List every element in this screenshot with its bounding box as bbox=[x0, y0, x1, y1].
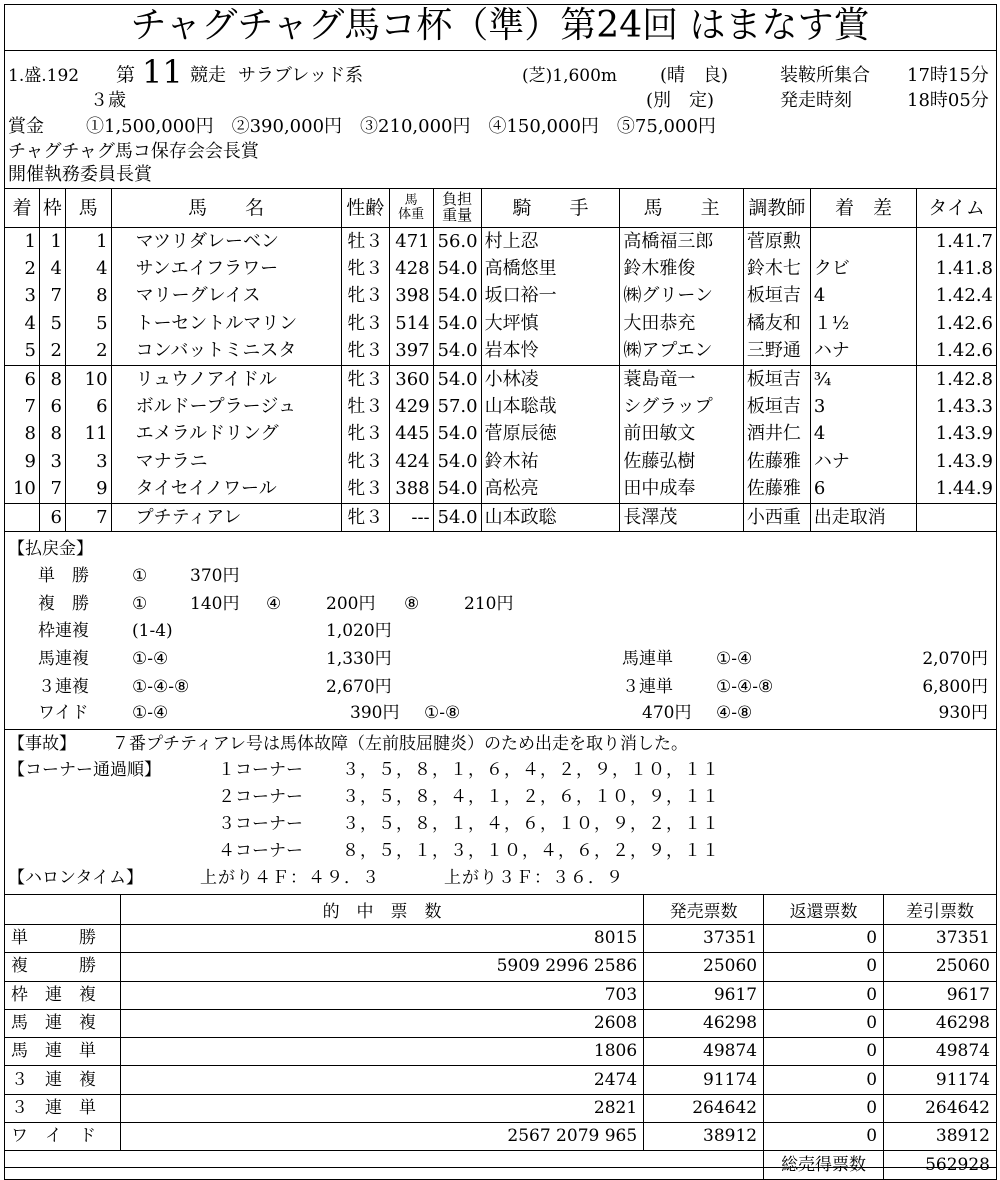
cell-horse-no: 4 bbox=[65, 255, 111, 282]
votes-cell-net: 25060 bbox=[884, 953, 997, 981]
cell-margin: ハナ bbox=[810, 448, 916, 475]
result-row bbox=[5, 310, 997, 337]
result-row bbox=[5, 283, 997, 310]
sanrentan-label: ３連単 bbox=[622, 677, 673, 697]
votes-total-row bbox=[5, 1151, 997, 1179]
furlong-last4: 上がり４Ｆ：４９．３ bbox=[200, 868, 380, 888]
result-row bbox=[5, 448, 997, 475]
cell-sex-age: 牝３ bbox=[341, 421, 389, 448]
cell-body-weight: 397 bbox=[389, 338, 433, 366]
votes-total-value: 562928 bbox=[884, 1151, 997, 1179]
cell-owner: シグラップ bbox=[620, 393, 743, 420]
fukusho-combo-1: ① bbox=[132, 594, 148, 614]
votes-row bbox=[5, 1066, 997, 1094]
header-owner: 馬 主 bbox=[620, 189, 743, 228]
sanrenpuku-combo: ①-④-⑧ bbox=[132, 677, 190, 697]
paddock-time: 17時15分 bbox=[907, 65, 989, 86]
cell-jockey: 鈴木祐 bbox=[481, 448, 620, 475]
votes-cell-refund: 0 bbox=[764, 981, 884, 1009]
cell-margin: 出走取消 bbox=[810, 503, 916, 531]
votes-row bbox=[5, 1094, 997, 1122]
sanrentan-amount: 6,800円 bbox=[922, 677, 988, 697]
race-number: 11 bbox=[142, 53, 183, 91]
cell-trainer: 板垣吉 bbox=[743, 393, 810, 420]
accident-text: ７番プチティアレ号は馬体故障（左前肢屈腱炎）のため出走を取り消した。 bbox=[112, 734, 688, 754]
votes-cell-sold: 49874 bbox=[644, 1038, 764, 1066]
cell-sex-age: 牡３ bbox=[341, 393, 389, 420]
votes-cell-bet-type: 複 勝 bbox=[5, 953, 121, 981]
votes-cell-net: 46298 bbox=[884, 1009, 997, 1037]
cell-horse-name: マナラニ bbox=[111, 448, 341, 475]
cell-carried-weight: 54.0 bbox=[433, 310, 481, 337]
cell-frame: 5 bbox=[39, 310, 65, 337]
cell-owner: 高橋福三郎 bbox=[620, 228, 743, 256]
breed: サラブレッド系 bbox=[238, 65, 364, 86]
wide-amount-2: 470円 bbox=[642, 703, 692, 723]
header-carried-weight: 負担 重量 bbox=[433, 189, 481, 228]
votes-cell-sold: 46298 bbox=[644, 1009, 764, 1037]
cell-sex-age: 牝３ bbox=[341, 338, 389, 366]
cell-horse-no: 11 bbox=[65, 421, 111, 448]
tansho-label: 単 勝 bbox=[38, 566, 89, 586]
votes-header-net: 差引票数 bbox=[884, 895, 997, 925]
fukusho-amount-2: 200円 bbox=[326, 594, 376, 614]
cell-frame: 2 bbox=[39, 338, 65, 366]
header-body-weight: 馬 体重 bbox=[389, 189, 433, 228]
header-trainer: 調教師 bbox=[743, 189, 810, 228]
votes-row bbox=[5, 981, 997, 1009]
cell-horse-name: エメラルドリング bbox=[111, 421, 341, 448]
votes-cell-hit-count: 2821 bbox=[120, 1094, 643, 1122]
umatan-combo: ①-④ bbox=[716, 649, 753, 669]
post-label: 発走時刻 bbox=[780, 90, 852, 111]
cell-jockey: 高松亮 bbox=[481, 476, 620, 504]
weight-rule: (別 定) bbox=[646, 90, 715, 111]
cell-trainer: 鈴木七 bbox=[743, 255, 810, 282]
cell-frame: 8 bbox=[39, 421, 65, 448]
votes-header bbox=[5, 895, 997, 925]
award-1: チャグチャグ馬コ保存会会長賞 bbox=[8, 141, 259, 162]
cell-time bbox=[917, 503, 997, 531]
cell-frame: 3 bbox=[39, 448, 65, 475]
sanrentan-combo: ①-④-⑧ bbox=[716, 677, 774, 697]
fukusho-combo-3: ⑧ bbox=[404, 594, 420, 614]
cell-rank: 10 bbox=[5, 476, 40, 504]
fukusho-amount-1: 140円 bbox=[190, 594, 240, 614]
cell-horse-name: リュウノアイドル bbox=[111, 365, 341, 393]
cell-carried-weight: 54.0 bbox=[433, 255, 481, 282]
header-margin: 着 差 bbox=[810, 189, 916, 228]
umatan-label: 馬連単 bbox=[622, 649, 673, 669]
cell-horse-name: サンエイフラワー bbox=[111, 255, 341, 282]
votes-row bbox=[5, 1123, 997, 1151]
cell-rank: 8 bbox=[5, 421, 40, 448]
cell-margin: 4 bbox=[810, 283, 916, 310]
cell-horse-no: 7 bbox=[65, 503, 111, 531]
cell-time: 1.42.6 bbox=[917, 310, 997, 337]
votes-cell-hit-count: 2567 2079 965 bbox=[120, 1123, 643, 1151]
cell-jockey: 大坪慎 bbox=[481, 310, 620, 337]
cell-body-weight: 471 bbox=[389, 228, 433, 256]
wide-combo-3: ④-⑧ bbox=[716, 703, 753, 723]
cell-carried-weight: 54.0 bbox=[433, 421, 481, 448]
votes-cell-sold: 264642 bbox=[644, 1094, 764, 1122]
meeting-code: 1.盛.192 bbox=[8, 66, 80, 86]
cell-frame: 6 bbox=[39, 393, 65, 420]
cell-jockey: 高橋悠里 bbox=[481, 255, 620, 282]
cell-rank bbox=[5, 503, 40, 531]
results-body bbox=[5, 228, 997, 532]
votes-cell-net: 9617 bbox=[884, 981, 997, 1009]
cell-time: 1.41.7 bbox=[917, 228, 997, 256]
cell-trainer: 板垣吉 bbox=[743, 283, 810, 310]
cell-body-weight: --- bbox=[389, 503, 433, 531]
umatan-amount: 2,070円 bbox=[922, 649, 988, 669]
weather: (晴 良) bbox=[660, 65, 729, 86]
sanrenpuku-label: ３連複 bbox=[38, 677, 89, 697]
votes-cell-net: 91174 bbox=[884, 1066, 997, 1094]
votes-row bbox=[5, 1009, 997, 1037]
wide-combo-2: ①-⑧ bbox=[424, 703, 461, 723]
result-row bbox=[5, 228, 997, 256]
corner-1-name: １コーナー bbox=[218, 760, 303, 780]
cell-owner: 鈴木雅俊 bbox=[620, 255, 743, 282]
cell-horse-no: 10 bbox=[65, 365, 111, 393]
cell-carried-weight: 54.0 bbox=[433, 476, 481, 504]
cell-owner: 前田敏文 bbox=[620, 421, 743, 448]
cell-frame: 7 bbox=[39, 283, 65, 310]
corners-label: 【コーナー通過順】 bbox=[8, 760, 161, 780]
cell-carried-weight: 54.0 bbox=[433, 448, 481, 475]
cell-owner: 大田恭充 bbox=[620, 310, 743, 337]
cell-owner: ㈱グリーン bbox=[620, 283, 743, 310]
cell-jockey: 山本政聡 bbox=[481, 503, 620, 531]
cell-body-weight: 445 bbox=[389, 421, 433, 448]
award-2: 開催執務委員長賞 bbox=[8, 164, 152, 185]
cell-sex-age: 牝３ bbox=[341, 255, 389, 282]
votes-cell-hit-count: 2608 bbox=[120, 1009, 643, 1037]
header-horse-name: 馬 名 bbox=[111, 189, 341, 228]
result-row bbox=[5, 365, 997, 393]
cell-rank: 6 bbox=[5, 365, 40, 393]
cell-margin: ¾ bbox=[810, 365, 916, 393]
cell-owner: 蓑島竜一 bbox=[620, 365, 743, 393]
umaren-combo: ①-④ bbox=[132, 649, 169, 669]
cell-trainer: 板垣吉 bbox=[743, 365, 810, 393]
cell-body-weight: 428 bbox=[389, 255, 433, 282]
cell-time: 1.42.6 bbox=[917, 338, 997, 366]
surface-distance: (芝)1,600m bbox=[522, 66, 618, 86]
wide-label: ワイド bbox=[38, 703, 89, 723]
votes-cell-refund: 0 bbox=[764, 1094, 884, 1122]
cell-trainer: 佐藤雅 bbox=[743, 476, 810, 504]
tansho-amount: 370円 bbox=[190, 566, 240, 586]
fukusho-amount-3: 210円 bbox=[464, 594, 514, 614]
cell-horse-no: 1 bbox=[65, 228, 111, 256]
wide-amount-3: 930円 bbox=[938, 703, 988, 723]
cell-trainer: 三野通 bbox=[743, 338, 810, 366]
votes-header-type bbox=[5, 895, 121, 925]
votes-cell-bet-type: ３ 連 単 bbox=[5, 1094, 121, 1122]
furlong-label: 【ハロンタイム】 bbox=[8, 868, 143, 888]
header-jockey: 騎 手 bbox=[481, 189, 620, 228]
cell-sex-age: 牝３ bbox=[341, 365, 389, 393]
votes-cell-bet-type: 枠 連 複 bbox=[5, 981, 121, 1009]
votes-row bbox=[5, 953, 997, 981]
fukusho-combo-2: ④ bbox=[266, 594, 282, 614]
votes-cell-hit-count: 703 bbox=[120, 981, 643, 1009]
votes-cell-refund: 0 bbox=[764, 925, 884, 953]
cell-horse-no: 6 bbox=[65, 393, 111, 420]
post-time: 18時05分 bbox=[907, 90, 989, 111]
cell-horse-no: 5 bbox=[65, 310, 111, 337]
cell-sex-age: 牝３ bbox=[341, 476, 389, 504]
cell-owner: 長澤茂 bbox=[620, 503, 743, 531]
cell-margin: 6 bbox=[810, 476, 916, 504]
result-row bbox=[5, 476, 997, 504]
votes-cell-net: 37351 bbox=[884, 925, 997, 953]
cell-time: 1.42.4 bbox=[917, 283, 997, 310]
dai-label: 第 bbox=[116, 64, 136, 86]
corner-2-order: ３，５，８，４，１，２，６，１０，９，１１ bbox=[342, 787, 720, 807]
header-horse-no: 馬 bbox=[65, 189, 111, 228]
votes-row bbox=[5, 925, 997, 953]
votes-cell-bet-type: ３ 連 複 bbox=[5, 1066, 121, 1094]
cell-frame: 4 bbox=[39, 255, 65, 282]
wide-amount-1: 390円 bbox=[350, 703, 400, 723]
cell-trainer: 菅原勲 bbox=[743, 228, 810, 256]
cell-trainer: 酒井仁 bbox=[743, 421, 810, 448]
cell-sex-age: 牝３ bbox=[341, 283, 389, 310]
cell-time: 1.43.9 bbox=[917, 448, 997, 475]
page-title: チャグチャグ馬コ杯（準）第24回 はまなす賞 bbox=[130, 5, 870, 46]
votes-cell-hit-count: 8015 bbox=[120, 925, 643, 953]
cell-horse-name: トーセントルマリン bbox=[111, 310, 341, 337]
cell-rank: 3 bbox=[5, 283, 40, 310]
cell-margin: クビ bbox=[810, 255, 916, 282]
corner-4-order: ８，５，１，３，１０，４，６，２，９，１１ bbox=[342, 841, 720, 861]
result-row bbox=[5, 503, 997, 531]
cell-carried-weight: 54.0 bbox=[433, 365, 481, 393]
header-time: タイム bbox=[917, 189, 997, 228]
cell-time: 1.44.9 bbox=[917, 476, 997, 504]
cell-rank: 9 bbox=[5, 448, 40, 475]
cell-margin: 4 bbox=[810, 421, 916, 448]
cell-rank: 4 bbox=[5, 310, 40, 337]
header-frame: 枠 bbox=[39, 189, 65, 228]
cell-body-weight: 360 bbox=[389, 365, 433, 393]
cell-carried-weight: 54.0 bbox=[433, 338, 481, 366]
votes-header-refund: 返還票数 bbox=[764, 895, 884, 925]
cell-owner: 田中成奉 bbox=[620, 476, 743, 504]
cell-frame: 1 bbox=[39, 228, 65, 256]
votes-cell-bet-type: 馬 連 複 bbox=[5, 1009, 121, 1037]
votes-cell-sold: 38912 bbox=[644, 1123, 764, 1151]
cell-owner: 佐藤弘樹 bbox=[620, 448, 743, 475]
wide-combo-1: ①-④ bbox=[132, 703, 169, 723]
paddock-label: 装鞍所集合 bbox=[780, 65, 870, 86]
votes-body bbox=[5, 925, 997, 1151]
votes-header-hit: 的 中 票 数 bbox=[120, 895, 643, 925]
cell-time: 1.41.8 bbox=[917, 255, 997, 282]
cell-horse-no: 9 bbox=[65, 476, 111, 504]
cell-frame: 7 bbox=[39, 476, 65, 504]
cell-body-weight: 429 bbox=[389, 393, 433, 420]
cell-jockey: 村上忍 bbox=[481, 228, 620, 256]
votes-cell-refund: 0 bbox=[764, 1038, 884, 1066]
cell-horse-name: マリーグレイス bbox=[111, 283, 341, 310]
votes-cell-refund: 0 bbox=[764, 1123, 884, 1151]
cell-horse-no: 3 bbox=[65, 448, 111, 475]
results-header bbox=[5, 189, 997, 228]
votes-total-spacer bbox=[5, 1151, 764, 1179]
kyoso-label: 競走 bbox=[190, 65, 226, 86]
votes-table bbox=[4, 894, 997, 1180]
cell-time: 1.42.8 bbox=[917, 365, 997, 393]
votes-cell-net: 49874 bbox=[884, 1038, 997, 1066]
header-sex-age: 性齢 bbox=[341, 189, 389, 228]
cell-carried-weight: 54.0 bbox=[433, 503, 481, 531]
cell-owner: ㈱アプエン bbox=[620, 338, 743, 366]
prize-list: ①1,500,000円 ②390,000円 ③210,000円 ④150,000円 ⑤75,000円 bbox=[86, 116, 716, 137]
cell-horse-no: 8 bbox=[65, 283, 111, 310]
umaren-label: 馬連複 bbox=[38, 649, 89, 669]
cell-rank: 7 bbox=[5, 393, 40, 420]
result-row bbox=[5, 421, 997, 448]
accident-label: 【事故】 bbox=[8, 734, 76, 754]
cell-horse-name: プチティアレ bbox=[111, 503, 341, 531]
cell-horse-name: コンバットミニスタ bbox=[111, 338, 341, 366]
votes-cell-hit-count: 5909 2996 2586 bbox=[120, 953, 643, 981]
votes-cell-sold: 9617 bbox=[644, 981, 764, 1009]
votes-total-label: 総売得票数 bbox=[764, 1151, 884, 1179]
result-row bbox=[5, 393, 997, 420]
cell-horse-no: 2 bbox=[65, 338, 111, 366]
cell-jockey: 菅原辰徳 bbox=[481, 421, 620, 448]
cell-horse-name: タイセイノワール bbox=[111, 476, 341, 504]
age-condition: ３歳 bbox=[90, 90, 126, 111]
cell-rank: 1 bbox=[5, 228, 40, 256]
cell-carried-weight: 56.0 bbox=[433, 228, 481, 256]
cell-jockey: 山本聡哉 bbox=[481, 393, 620, 420]
votes-cell-sold: 37351 bbox=[644, 925, 764, 953]
wakuren-combo: (1-4) bbox=[132, 621, 173, 641]
cell-rank: 5 bbox=[5, 338, 40, 366]
cell-margin bbox=[810, 228, 916, 256]
corner-3-name: ３コーナー bbox=[218, 814, 303, 834]
votes-cell-bet-type: 単 勝 bbox=[5, 925, 121, 953]
furlong-last3: 上がり３Ｆ：３６．９ bbox=[444, 868, 624, 888]
cell-sex-age: 牝３ bbox=[341, 503, 389, 531]
results-table bbox=[4, 188, 997, 532]
cell-frame: 6 bbox=[39, 503, 65, 531]
title-divider bbox=[4, 50, 997, 51]
cell-margin: 3 bbox=[810, 393, 916, 420]
cell-margin: ハナ bbox=[810, 338, 916, 366]
cell-body-weight: 398 bbox=[389, 283, 433, 310]
tansho-combo: ① bbox=[132, 566, 148, 586]
sanrenpuku-amount: 2,670円 bbox=[326, 677, 392, 697]
votes-cell-net: 38912 bbox=[884, 1123, 997, 1151]
votes-cell-bet-type: ワ イ ド bbox=[5, 1123, 121, 1151]
votes-cell-refund: 0 bbox=[764, 953, 884, 981]
fukusho-label: 複 勝 bbox=[38, 594, 89, 614]
cell-body-weight: 514 bbox=[389, 310, 433, 337]
votes-cell-net: 264642 bbox=[884, 1094, 997, 1122]
cell-jockey: 坂口裕一 bbox=[481, 283, 620, 310]
cell-jockey: 岩本怜 bbox=[481, 338, 620, 366]
cell-frame: 8 bbox=[39, 365, 65, 393]
cell-body-weight: 388 bbox=[389, 476, 433, 504]
votes-cell-bet-type: 馬 連 単 bbox=[5, 1038, 121, 1066]
corner-1-order: ３，５，８，１，６，４，２，９，１０，１１ bbox=[342, 760, 720, 780]
cell-time: 1.43.3 bbox=[917, 393, 997, 420]
cell-rank: 2 bbox=[5, 255, 40, 282]
result-row bbox=[5, 255, 997, 282]
corner-4-name: ４コーナー bbox=[218, 841, 303, 861]
cell-body-weight: 424 bbox=[389, 448, 433, 475]
cell-trainer: 橘友和 bbox=[743, 310, 810, 337]
votes-cell-refund: 0 bbox=[764, 1009, 884, 1037]
cell-horse-name: マツリダレーベン bbox=[111, 228, 341, 256]
cell-sex-age: 牝３ bbox=[341, 448, 389, 475]
wakuren-amount: 1,020円 bbox=[326, 621, 392, 641]
votes-cell-hit-count: 1806 bbox=[120, 1038, 643, 1066]
cell-sex-age: 牝３ bbox=[341, 310, 389, 337]
wakuren-label: 枠連複 bbox=[38, 621, 89, 641]
cell-sex-age: 牡３ bbox=[341, 228, 389, 256]
cell-horse-name: ボルドープラージュ bbox=[111, 393, 341, 420]
cell-carried-weight: 54.0 bbox=[433, 283, 481, 310]
umaren-amount: 1,330円 bbox=[326, 649, 392, 669]
cell-jockey: 小林凌 bbox=[481, 365, 620, 393]
cell-trainer: 小西重 bbox=[743, 503, 810, 531]
cell-margin: １½ bbox=[810, 310, 916, 337]
prize-label: 賞金 bbox=[8, 116, 44, 137]
corner-2-name: ２コーナー bbox=[218, 787, 303, 807]
cell-carried-weight: 57.0 bbox=[433, 393, 481, 420]
cell-trainer: 佐藤雅 bbox=[743, 448, 810, 475]
header-rank: 着 bbox=[5, 189, 40, 228]
votes-row bbox=[5, 1038, 997, 1066]
votes-cell-hit-count: 2474 bbox=[120, 1066, 643, 1094]
votes-header-sold: 発売票数 bbox=[644, 895, 764, 925]
votes-cell-sold: 25060 bbox=[644, 953, 764, 981]
votes-cell-sold: 91174 bbox=[644, 1066, 764, 1094]
result-row bbox=[5, 338, 997, 366]
payout-label: 【払戻金】 bbox=[8, 539, 93, 559]
corner-3-order: ３，５，８，１，４，６，１０，９，２，１１ bbox=[342, 814, 720, 834]
payout-divider bbox=[4, 729, 997, 730]
votes-cell-refund: 0 bbox=[764, 1066, 884, 1094]
cell-time: 1.43.9 bbox=[917, 421, 997, 448]
